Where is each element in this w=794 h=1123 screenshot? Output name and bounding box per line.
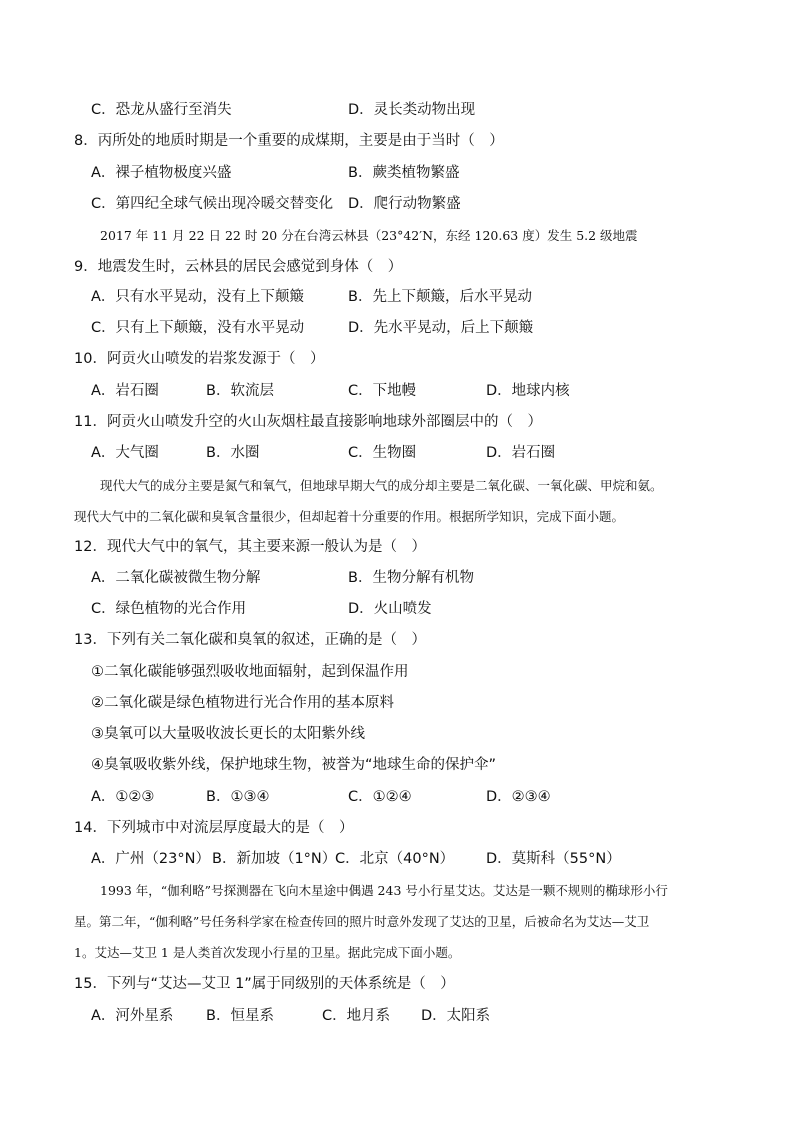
q13-option-a: A．①②③ — [91, 789, 155, 805]
q9-option-a: A．只有水平晃动，没有上下颠簸 — [91, 289, 304, 305]
passage-ida-line-3: 1。艾达—艾卫 1 是人类首次发现小行星的卫星。据此完成下面小题。 — [74, 945, 461, 960]
q11-option-b: B．水圈 — [206, 445, 260, 461]
q11-option-a: A．大气圈 — [91, 445, 159, 461]
q14-stem: 14．下列城市中对流层厚度最大的是（ ） — [74, 820, 354, 836]
q14-option-a: A．广州（23°N） — [91, 851, 210, 867]
passage-ida-line-2: 星。第二年，“伽利略”号任务科学家在检查传回的照片时意外发现了艾达的卫星，后被命名为艾达—艾卫 — [74, 914, 650, 929]
q10-option-b: B．软流层 — [206, 383, 274, 399]
q11-option-c: C．生物圈 — [348, 445, 417, 461]
q8-stem: 8．丙所处的地质时期是一个重要的成煤期，主要是由于当时（ ） — [74, 133, 504, 149]
passage-ida-line-1: 1993 年，“伽利略”号探测器在飞向木星途中偶遇 243 号小行星艾达。艾达是一颗不规则的椭球形小行 — [100, 883, 668, 898]
q12-option-c: C．绿色植物的光合作用 — [91, 601, 247, 617]
q15-option-d: D．太阳系 — [421, 1008, 491, 1024]
q9-stem: 9．地震发生时，云林县的居民会感觉到身体（ ） — [74, 259, 403, 275]
q13-statement-3: ③臭氧可以大量吸收波长更长的太阳紫外线 — [91, 726, 365, 742]
q15-stem: 15．下列与“艾达—艾卫 1”属于同级别的天体系统是（ ） — [74, 976, 455, 992]
q14-option-b: B．新加坡（1°N） — [212, 851, 337, 867]
q9-option-b: B．先上下颠簸，后水平晃动 — [348, 289, 532, 305]
q13-stem: 13．下列有关二氧化碳和臭氧的叙述，正确的是（ ） — [74, 632, 426, 648]
q8-option-d: D．爬行动物繁盛 — [348, 196, 461, 212]
q10-option-d: D．地球内核 — [486, 383, 570, 399]
q7-option-d: D．灵长类动物出现 — [348, 102, 476, 118]
q8-option-c: C．第四纪全球气候出现冷暖交替变化 — [91, 196, 334, 212]
q12-option-d: D．火山喷发 — [348, 601, 432, 617]
passage-earthquake: 2017 年 11 月 22 日 22 时 20 分在台湾云林县（23°42′N，东经 120.63 度）发生 5.2 级地震 — [100, 228, 638, 243]
q15-option-c: C．地月系 — [322, 1008, 391, 1024]
q13-statement-4: ④臭氧吸收紫外线，保护地球生物，被誉为“地球生命的保护伞” — [91, 757, 497, 773]
q12-option-a: A．二氧化碳被微生物分解 — [91, 570, 261, 586]
passage-atmosphere-line-2: 现代大气中的二氧化碳和臭氧含量很少，但却起着十分重要的作用。根据所学知识，完成下面小题。 — [74, 509, 625, 524]
q8-option-b: B．蕨类植物繁盛 — [348, 165, 460, 181]
q10-option-c: C．下地幔 — [348, 383, 417, 399]
q14-option-d: D．莫斯科（55°N） — [486, 851, 621, 867]
q13-option-b: B．①③④ — [206, 789, 270, 805]
q13-statement-2: ②二氧化碳是绿色植物进行光合作用的基本原料 — [91, 695, 394, 711]
q10-stem: 10．阿贡火山喷发的岩浆发源于（ ） — [74, 351, 325, 367]
q12-stem: 12．现代大气中的氧气，其主要来源一般认为是（ ） — [74, 539, 426, 555]
q8-option-a: A．裸子植物极度兴盛 — [91, 165, 232, 181]
q13-option-c: C．①②④ — [348, 789, 412, 805]
q11-option-d: D．岩石圈 — [486, 445, 556, 461]
q9-option-c: C．只有上下颠簸，没有水平晃动 — [91, 320, 305, 336]
q15-option-b: B．恒星系 — [206, 1008, 274, 1024]
passage-atmosphere-line-1: 现代大气的成分主要是氮气和氧气，但地球早期大气的成分却主要是二氧化碳、一氧化碳、甲烷和氨。 — [100, 478, 663, 493]
q7-option-c: C．恐龙从盛行至消失 — [91, 102, 232, 118]
q13-statement-1: ①二氧化碳能够强烈吸收地面辐射，起到保温作用 — [91, 664, 409, 680]
q9-option-d: D．先水平晃动，后上下颠簸 — [348, 320, 534, 336]
q10-option-a: A．岩石圈 — [91, 383, 159, 399]
q12-option-b: B．生物分解有机物 — [348, 570, 474, 586]
q13-option-d: D．②③④ — [486, 789, 551, 805]
q15-option-a: A．河外星系 — [91, 1008, 174, 1024]
q11-stem: 11．阿贡火山喷发升空的火山灰烟柱最直接影响地球外部圈层中的（ ） — [74, 414, 542, 430]
q14-option-c: C．北京（40°N） — [335, 851, 455, 867]
